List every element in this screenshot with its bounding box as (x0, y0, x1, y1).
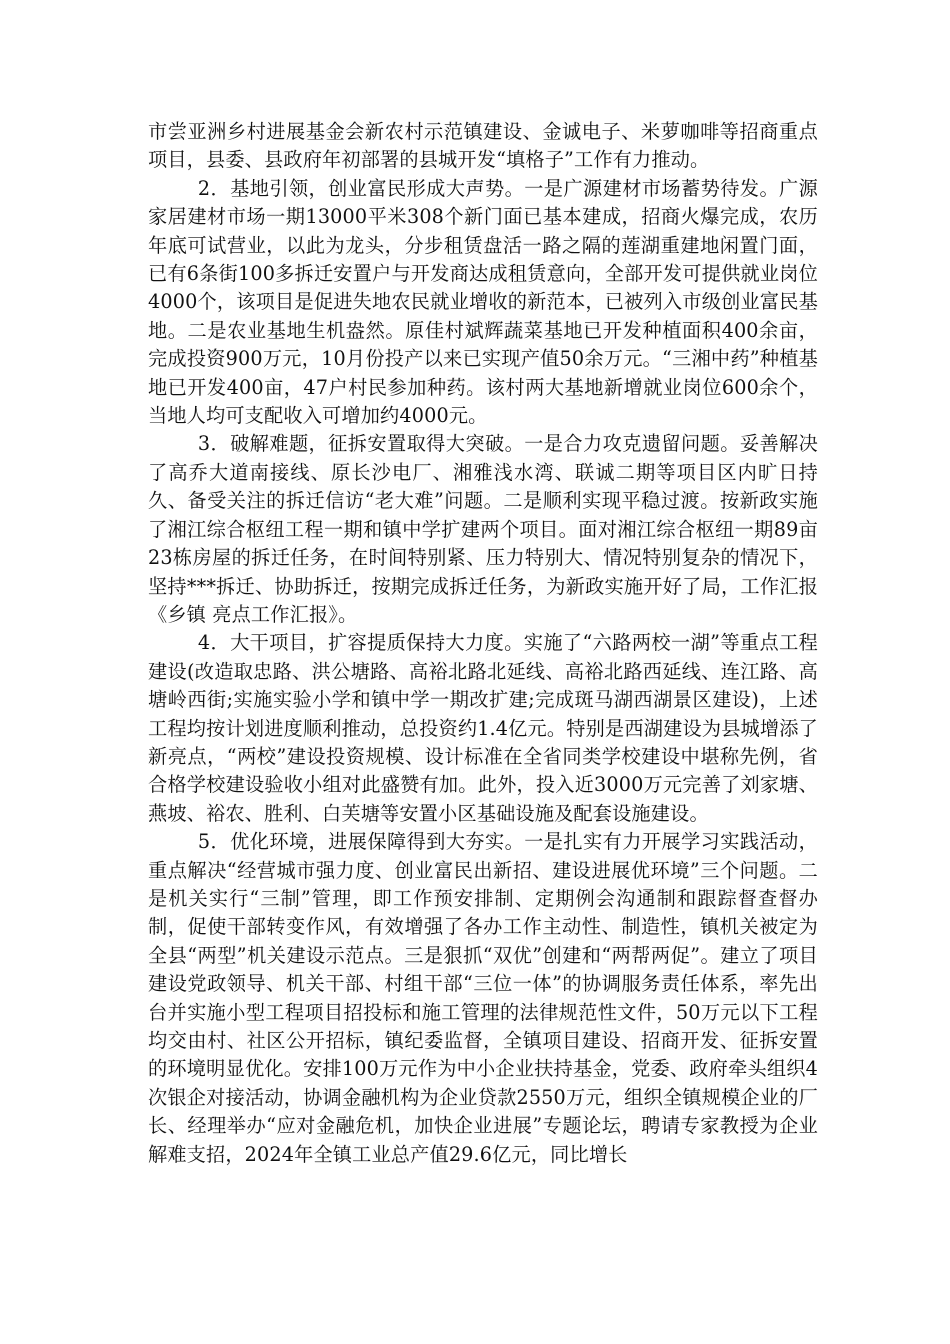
paragraph-environment: 5．优化环境，进展保障得到大夯实。一是扎实有力开展学习实践活动，重点解决“经营城市强力度、创业富民出新招、建设进展优环境”三个问题。二是机关实行“三制”管理，即工作预安排制、定期例会沟通制和跟踪督查督办制，促使干部转变作风，有效增强了各办工作主动性、制造性，镇机关被定为全县“两型”机关建设示范点。三是狠抓“双优”创建和“两帮两促”。建立了项目建设党政领导、机关干部、村组干部“三位一体”的协调服务责任体系，率先出台并实施小型工程项目招投标和施工管理的法律规范性文件，50万元以下工程均交由村、社区公开招标，镇纪委监督，全镇项目建设、招商开发、征拆安置的环境明显优化。安排100万元作为中小企业扶持基金，党委、政府牵头组织4次银企对接活动，协调金融机构为企业贷款2550万元，组织全镇规模企业的厂长、经理举办“应对金融危机，加快企业进展”专题论坛，聘请专家教授为企业解难支招，2024年全镇工业总产值29.6亿元，同比增长 (148, 830, 818, 1166)
paragraph-projects: 4．大干项目，扩容提质保持大力度。实施了“六路两校一湖”等重点工程建设(改造取忠路、洪公塘路、高裕北路北延线、高裕北路西延线、连江路、高塘岭西街;实施实验小学和镇中学一期改扩建;完成斑马湖西湖景区建设)，上述工程均按计划进度顺利推动，总投资约1.4亿元。特别是西湖建设为县城增添了新亮点，“两校”建设投资规模、设计标准在全省同类学校建设中堪称先例，省合格学校建设验收小组对此盛赞有加。此外，投入近3000万元完善了刘家塘、燕坡、裕农、胜利、白芙塘等安置小区基础设施及配套设施建设。 (148, 631, 818, 825)
paragraph-base-guidance: 2．基地引领，创业富民形成大声势。一是广源建材市场蓄势待发。广源家居建材市场一期13000平米308个新门面已基本建成，招商火爆完成，农历年底可试营业，以此为龙头，分步租赁盘活一路之隔的莲湖重建地闲置门面，已有6条街100多拆迁安置户与开发商达成租赁意向，全部开发可提供就业岗位4000个，该项目是促进失地农民就业增收的新范本，已被列入市级创业富民基地。二是农业基地生机盎然。原佳村斌辉蔬菜基地已开发种植面积400余亩，完成投资900万元，10月份投产以来已实现产值50余万元。“三湘中药”种植基地已开发400亩，47户村民参加种药。该村两大基地新增就业岗位600余个，当地人均可支配收入可增加约4000元。 (148, 176, 818, 428)
paragraph-resettlement: 3．破解难题，征拆安置取得大突破。一是合力攻克遗留问题。妥善解决了高乔大道南接线、原长沙电厂、湘雅浅水湾、联诚二期等项目区内旷日持久、备受关注的拆迁信访“老大难”问题。二是顺利实现平稳过渡。按新政实施了湘江综合枢纽工程一期和镇中学扩建两个项目。面对湘江综合枢纽一期89亩23栋房屋的拆迁任务，在时间特别紧、压力特别大、情况特别复杂的情况下，坚持***拆迁、协助拆迁，按期完成拆迁任务，为新政实施开好了局，工作汇报《乡镇 亮点工作汇报》。 (148, 432, 818, 626)
document-body (148, 118, 818, 1169)
paragraph-continued: 市尝亚洲乡村进展基金会新农村示范镇建设、金诚电子、米萝咖啡等招商重点项目，县委、县政府年初部署的县城开发“填格子”工作有力推动。 (148, 120, 818, 172)
